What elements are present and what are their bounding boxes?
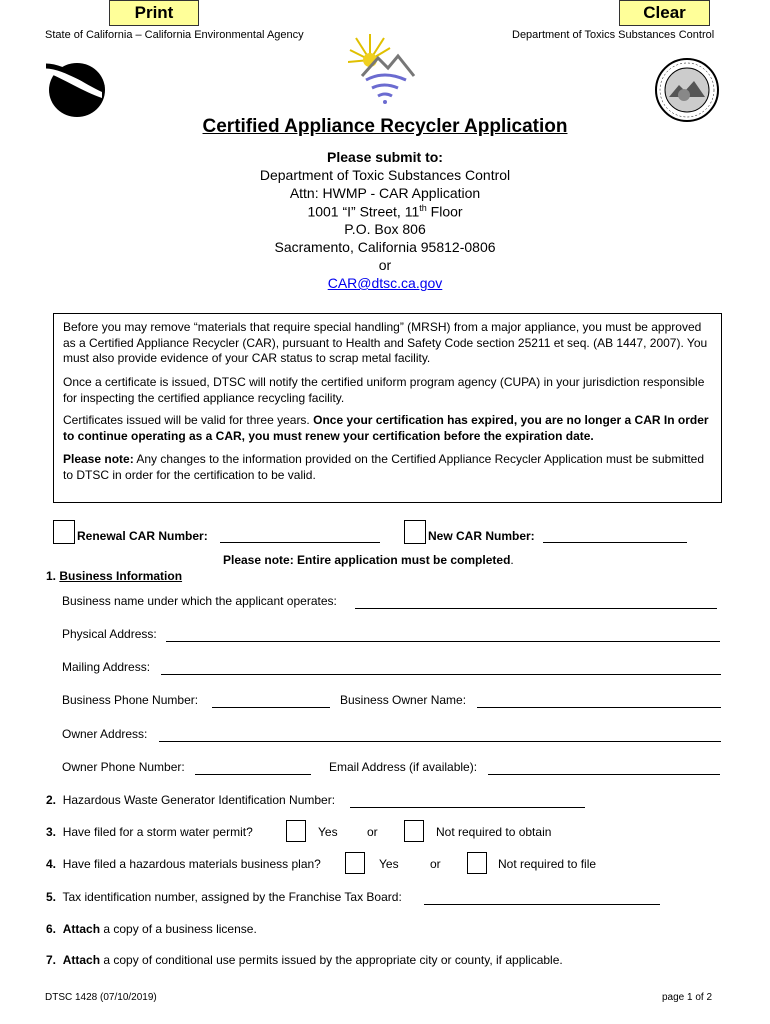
hazmat-plan-yes-checkbox[interactable] <box>345 852 365 874</box>
dtsc-logo-icon <box>348 30 422 106</box>
q6-label: 6. Attach a copy of a business license. <box>46 922 257 936</box>
state-seal-icon <box>654 57 720 123</box>
mailing-address-label: Mailing Address: <box>62 660 151 674</box>
owner-name-label: Business Owner Name: <box>340 693 467 707</box>
page-title: Certified Appliance Recycler Application <box>202 116 568 137</box>
email-link[interactable]: CAR@dtsc.ca.gov <box>327 275 443 291</box>
q4-label: 4. Have filed a hazardous materials business plan? <box>46 857 321 871</box>
q3-alt-label: Not required to obtain <box>436 825 552 839</box>
clear-button[interactable]: Clear <box>619 0 710 26</box>
q5-label: 5. Tax identification number, assigned by the Franchise Tax Board: <box>46 890 402 904</box>
tax-id-field[interactable] <box>424 904 660 905</box>
physical-address-label: Physical Address: <box>62 627 157 641</box>
business-name-field[interactable] <box>355 608 717 609</box>
calepa-logo-icon <box>44 58 106 118</box>
q3-yes-label: Yes <box>318 825 338 839</box>
submit-line-5: Sacramento, California 95812-0806 <box>274 239 496 255</box>
submit-line-3: 1001 “I” Street, 11th Floor <box>307 203 463 220</box>
renewal-car-number-field[interactable] <box>220 542 380 543</box>
submit-email-row <box>0 275 770 291</box>
q2-label: 2. Hazardous Waste Generator Identification Number: <box>46 793 336 807</box>
notice-paragraph-2: Once a certificate is issued, DTSC will notify the certified uniform program agency (CUPA) in your jurisdiction responsible for inspecting the certified appliance recycling facility. <box>63 375 705 405</box>
section-1-heading: 1. Business Information <box>46 569 183 583</box>
new-car-number-field[interactable] <box>543 542 687 543</box>
q4-alt-label: Not required to file <box>498 857 597 871</box>
email-field[interactable] <box>488 774 720 775</box>
owner-phone-field[interactable] <box>195 774 311 775</box>
new-car-label: New CAR Number: <box>428 529 535 543</box>
q3-label: 3. Have filed for a storm water permit? <box>46 825 253 839</box>
business-phone-label: Business Phone Number: <box>62 693 199 707</box>
notice-paragraph-1: Before you may remove “materials that require special handling” (MRSH) from a major appliance, you must be approved as a Certified Appliance Recycler (CAR), pursuant to Health and Safety Code section 25211 et seq. (AB 1447, 2007). You must also provide evidence of your CAR status to scrap metal facility. <box>63 320 708 365</box>
storm-water-not-required-checkbox[interactable] <box>404 820 424 842</box>
submit-line-1: Department of Toxic Substances Control <box>259 167 511 183</box>
submit-line-6: or <box>378 257 392 273</box>
notice-paragraph-3: Certificates issued will be valid for three years. Once your certification has expired, you are no longer a CAR In order to continue operating as a CAR, you must renew your certification before the expiration date. <box>63 413 709 443</box>
agency-left: State of California – California Environmental Agency <box>45 29 304 41</box>
agency-right: Department of Toxics Substances Control <box>512 29 715 41</box>
complete-note: Please note: Entire application must be completed. <box>223 553 514 567</box>
notice-paragraph-4: Please note: Any changes to the information provided on the Certified Appliance Recycler Application must be submitted to DTSC in order for the certification to be valid. <box>63 452 705 482</box>
renewal-car-checkbox[interactable] <box>53 520 75 544</box>
physical-address-field[interactable] <box>166 641 720 642</box>
owner-name-field[interactable] <box>477 707 721 708</box>
new-car-checkbox[interactable] <box>404 520 426 544</box>
q4-or-label: or <box>430 857 441 871</box>
print-button[interactable]: Print <box>109 0 199 26</box>
submit-line-2: Attn: HWMP - CAR Application <box>289 185 481 201</box>
email-label: Email Address (if available): <box>329 760 478 774</box>
mailing-address-field[interactable] <box>161 674 721 675</box>
business-name-label: Business name under which the applicant operates: <box>62 594 337 608</box>
submit-line-4: P.O. Box 806 <box>344 221 426 237</box>
epa-id-field[interactable] <box>350 807 585 808</box>
submit-heading: Please submit to: <box>327 149 443 165</box>
hazmat-plan-not-required-checkbox[interactable] <box>467 852 487 874</box>
renewal-car-label: Renewal CAR Number: <box>77 529 208 543</box>
q3-or-label: or <box>367 825 378 839</box>
business-phone-field[interactable] <box>212 707 330 708</box>
owner-phone-label: Owner Phone Number: <box>62 760 185 774</box>
owner-address-field[interactable] <box>159 741 721 742</box>
owner-address-label: Owner Address: <box>62 727 148 741</box>
storm-water-yes-checkbox[interactable] <box>286 820 306 842</box>
page-number: page 1 of 2 <box>662 992 713 1003</box>
q4-yes-label: Yes <box>379 857 399 871</box>
q7-label: 7. Attach a copy of conditional use permits issued by the appropriate city or county, if applicable. <box>46 953 563 967</box>
form-id: DTSC 1428 (07/10/2019) <box>45 992 157 1003</box>
